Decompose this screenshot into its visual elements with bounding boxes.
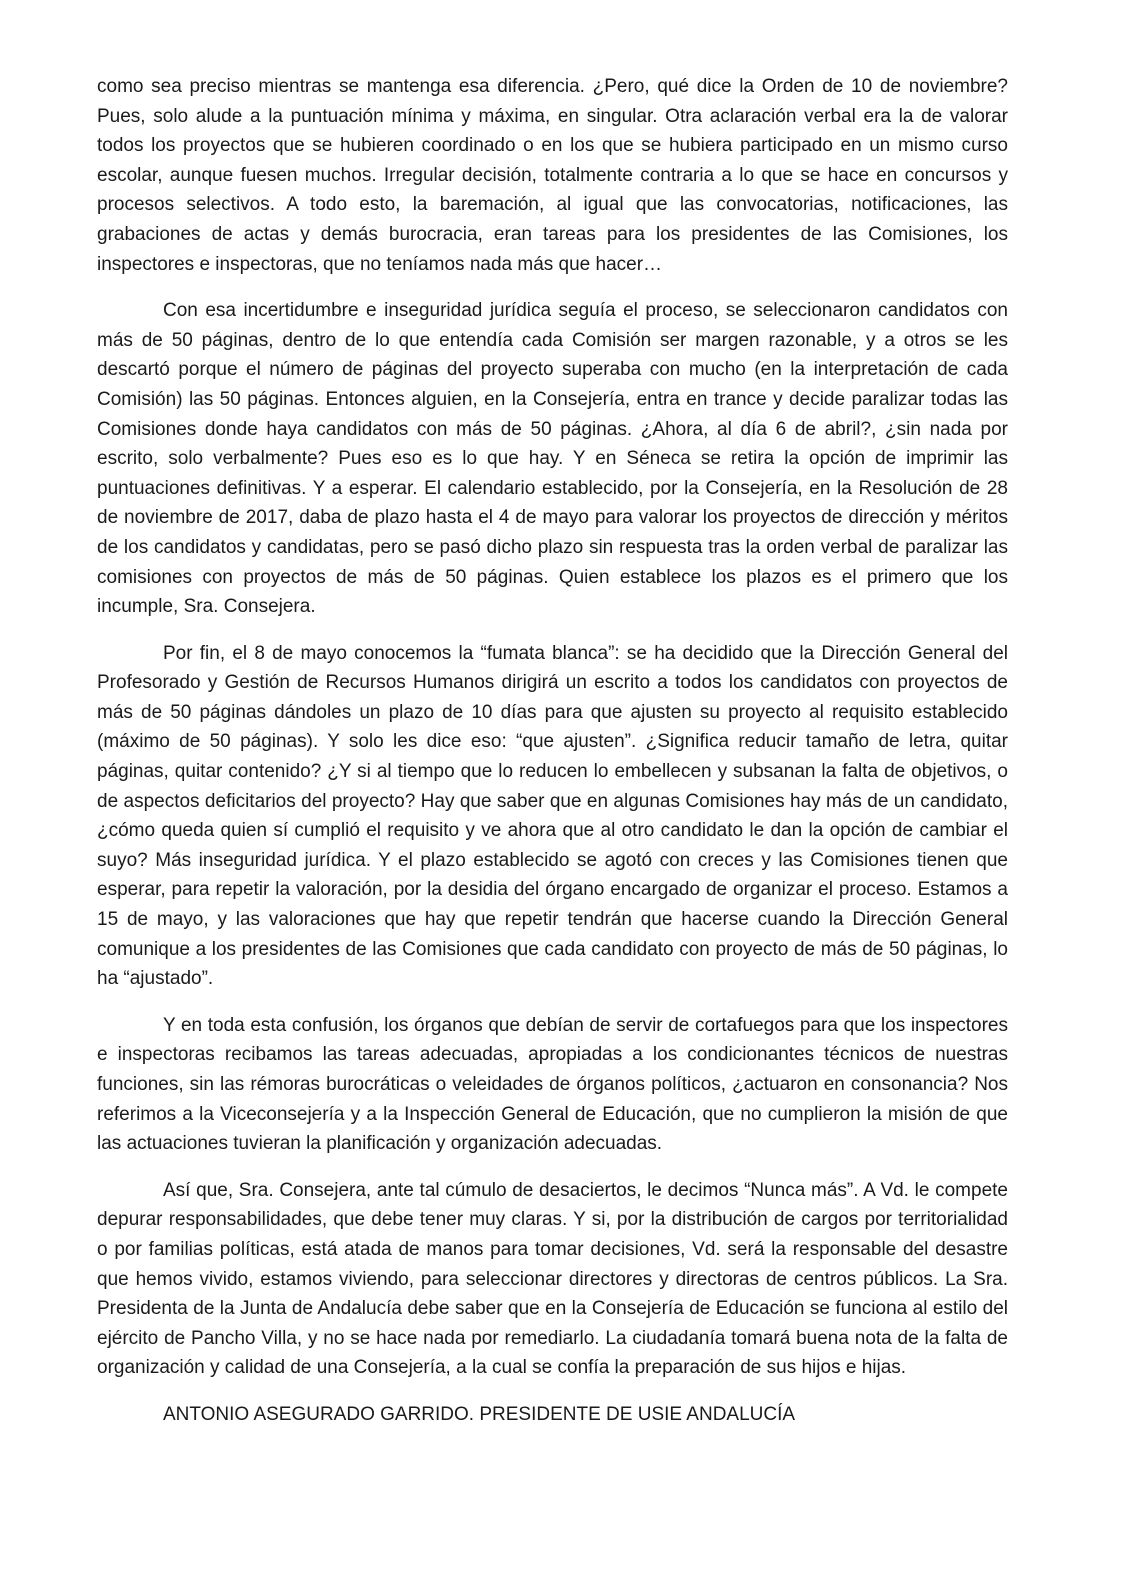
paragraph-2: Con esa incertidumbre e inseguridad jurídica seguía el proceso, se seleccionaron candidatos con más de 50 páginas, dentro de lo que entendía cada Comisión ser margen razonable, y a otros se les descartó porque el número de páginas del proyecto superaba con mucho (en la interpretación de cada Comisión) las 50 páginas. Entonces alguien, en la Consejería, entra en trance y decide paralizar todas las Comisiones donde haya candidatos con más de 50 páginas. ¿Ahora, al día 6 de abril?, ¿sin nada por escrito, solo verbalmente? Pues eso es lo que hay. Y en Séneca se retira la opción de imprimir las puntuaciones definitivas. Y a esperar. El calendario establecido, por la Consejería, en la Resolución de 28 de noviembre de 2017, daba de plazo hasta el 4 de mayo para valorar los proyectos de dirección y méritos de los candidatos y candidatas, pero se pasó dicho plazo sin respuesta tras la orden verbal de paralizar las comisiones con proyectos de más de 50 páginas. Quien establece los plazos es el primero que los incumple, Sra. Consejera.: [97, 300, 1008, 618]
paragraph-4: Y en toda esta confusión, los órganos que debían de servir de cortafuegos para que los inspectores e inspectoras recibamos las tareas adecuadas, apropiadas a los condicionantes técnicos de nuestras funciones, sin las rémoras burocráticas o veleidades de órganos políticos, ¿actuaron en consonancia? Nos referimos a la Viceconsejería y a la Inspección General de Educación, que no cumplieron la misión de que las actuaciones tuvieran la planificación y organización adecuadas.: [97, 1014, 1008, 1155]
paragraph-3: Por fin, el 8 de mayo conocemos la “fumata blanca”: se ha decidido que la Dirección General del Profesorado y Gestión de Recursos Humanos dirigirá un escrito a todos los candidatos con proyectos de más de 50 páginas dándoles un plazo de 10 días para que ajusten su proyecto al requisito establecido (máximo de 50 páginas). Y solo les dice eso: “que ajusten”. ¿Significa reducir tamaño de letra, quitar páginas, quitar contenido? ¿Y si al tiempo que lo reducen lo embellecen y subsanan la falta de objetivos, o de aspectos deficitarios del proyecto? Hay que saber que en algunas Comisiones hay más de un candidato, ¿cómo queda quien sí cumplió el requisito y ve ahora que al otro candidato le dan la opción de cambiar el suyo? Más inseguridad jurídica. Y el plazo establecido se agotó con creces y las Comisiones tienen que esperar, para repetir la valoración, por la desidia del órgano encargado de organizar el proceso. Estamos a 15 de mayo, y las valoraciones que hay que repetir tendrán que hacerse cuando la Dirección General comunique a los presidentes de las Comisiones que cada candidato con proyecto de más de 50 páginas, lo ha “ajustado”.: [97, 642, 1008, 990]
signature: ANTONIO ASEGURADO GARRIDO. PRESIDENTE DE USIE ANDALUCÍA: [163, 1403, 796, 1425]
paragraph-1: como sea preciso mientras se mantenga esa diferencia. ¿Pero, qué dice la Orden de 10 de noviembre? Pues, solo alude a la puntuación mínima y máxima, en singular. Otra aclaración verbal era la de valorar todos los proyectos que se hubieren coordinado o en los que se hubiera participado en un mismo curso escolar, aunque fuesen muchos. Irregular decisión, totalmente contraria a lo que se hace en concursos y procesos selectivos. A todo esto, la baremación, al igual que las convocatorias, notificaciones, las grabaciones de actas y demás burocracia, eran tareas para los presidentes de las Comisiones, los inspectores e inspectoras, que no teníamos nada más que hacer…: [97, 76, 1008, 275]
paragraph-5: Así que, Sra. Consejera, ante tal cúmulo de desaciertos, le decimos “Nunca más”. A Vd. le compete depurar responsabilidades, que debe tener muy claras. Y si, por la distribución de cargos por territorialidad o por familias políticas, está atada de manos para tomar decisiones, Vd. será la responsable del desastre que hemos vivido, estamos viviendo, para seleccionar directores y directoras de centros públicos. La Sra. Presidenta de la Junta de Andalucía debe saber que en la Consejería de Educación se funciona al estilo del ejército de Pancho Villa, y no se hace nada por remediarlo. La ciudadanía tomará buena nota de la falta de organización y calidad de una Consejería, a la cual se confía la preparación de sus hijos e hijas.: [97, 1179, 1008, 1379]
